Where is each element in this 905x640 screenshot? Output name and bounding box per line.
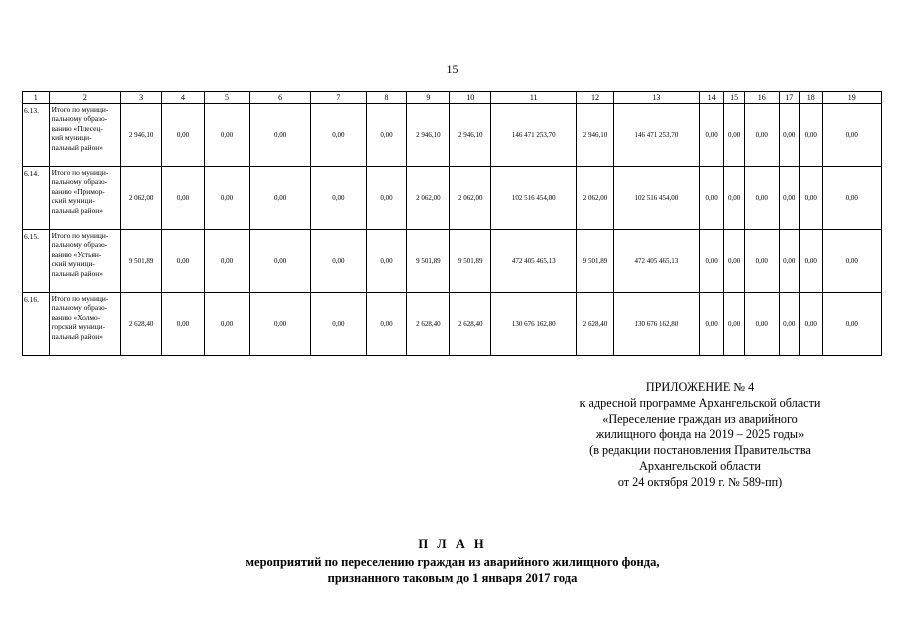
appendix-line: к адресной программе Архангельской области	[579, 395, 821, 410]
value-cell: 146 471 253,70	[613, 104, 699, 167]
value-cell: 0,00	[366, 293, 407, 356]
appendix-line: (в редакции постановления Правительства	[589, 443, 811, 458]
value-cell: 0,00	[311, 230, 366, 293]
value-cell: 0,00	[822, 104, 882, 167]
municipality-name-line: ванию «Примор-	[51, 186, 105, 196]
appendix-title: ПРИЛОЖЕНИЕ № 4	[645, 380, 755, 394]
value-cell: 0,00	[800, 293, 822, 356]
table-row	[23, 230, 882, 293]
appendix-line: от 24 октября 2019 г. № 589-пп)	[617, 474, 783, 489]
value-cell: 0,00	[779, 293, 799, 356]
value-cell: 0,00	[311, 167, 366, 230]
value-cell: 9 501,89	[577, 230, 614, 293]
municipality-name-line: пальный район»	[51, 205, 103, 215]
value-cell: 0,00	[699, 104, 724, 167]
value-cell: 0,00	[724, 293, 744, 356]
table-header-row	[23, 92, 882, 104]
value-cell: 2 062,00	[450, 167, 491, 230]
municipality-name-line: пальному образо-	[51, 303, 108, 313]
row-number: 6.16.	[23, 293, 50, 356]
value-cell: 0,00	[699, 167, 724, 230]
header-cell: 3	[121, 92, 162, 104]
value-cell: 2 062,00	[121, 167, 162, 230]
plan-subtitle-line: мероприятий по переселению граждан из аварийного жилищного фонда,	[245, 555, 660, 569]
municipality-name-line: ванию «Устьян-	[51, 249, 102, 259]
value-cell: 0,00	[204, 104, 249, 167]
value-cell: 2 946,10	[450, 104, 491, 167]
appendix-line: «Переселение граждан из аварийного	[602, 411, 798, 426]
header-cell: 7	[311, 92, 366, 104]
header-cell: 13	[613, 92, 699, 104]
header-cell: 8	[366, 92, 407, 104]
municipality-name-line: горский муници-	[51, 322, 106, 332]
municipality-name-line: Итого по муници-	[51, 168, 109, 177]
value-cell: 0,00	[249, 230, 310, 293]
value-cell: 0,00	[311, 293, 366, 356]
value-cell: 0,00	[366, 230, 407, 293]
header-cell: 9	[407, 92, 450, 104]
table-row	[23, 104, 882, 167]
header-cell: 14	[699, 92, 724, 104]
value-cell: 102 516 454,00	[613, 167, 699, 230]
value-cell: 0,00	[366, 167, 407, 230]
value-cell: 2 946,10	[577, 104, 614, 167]
plan-subtitle	[0, 554, 905, 586]
header-cell: 1	[23, 92, 50, 104]
value-cell: 0,00	[204, 167, 249, 230]
municipality-name-line: пальный район»	[51, 142, 103, 152]
value-cell: 0,00	[779, 167, 799, 230]
header-cell: 16	[744, 92, 779, 104]
municipality-name-line: ванию «Плесец-	[51, 123, 103, 133]
value-cell: 9 501,89	[450, 230, 491, 293]
municipality-name-line: Итого по муници-	[51, 105, 109, 114]
value-cell: 2 628,40	[577, 293, 614, 356]
value-cell: 472 405 465,13	[491, 230, 577, 293]
appendix-block	[520, 380, 880, 491]
municipality-name-line: ский муници-	[51, 259, 95, 269]
value-cell: 0,00	[800, 230, 822, 293]
header-cell: 17	[779, 92, 799, 104]
value-cell: 9 501,89	[121, 230, 162, 293]
header-cell: 6	[249, 92, 310, 104]
value-cell: 2 062,00	[407, 167, 450, 230]
value-cell: 0,00	[744, 167, 779, 230]
value-cell: 9 501,89	[407, 230, 450, 293]
value-cell: 0,00	[724, 104, 744, 167]
value-cell: 0,00	[249, 293, 310, 356]
header-cell: 11	[491, 92, 577, 104]
value-cell: 0,00	[162, 293, 205, 356]
municipality-name-line: ванию «Холмо-	[51, 312, 101, 322]
table-row	[23, 167, 882, 230]
page-number: 15	[446, 62, 459, 76]
value-cell: 0,00	[800, 104, 822, 167]
row-number: 6.13.	[23, 104, 50, 167]
table-row	[23, 293, 882, 356]
municipality-name	[49, 230, 121, 293]
header-cell: 5	[204, 92, 249, 104]
value-cell: 0,00	[699, 293, 724, 356]
row-number: 6.15.	[23, 230, 50, 293]
value-cell: 0,00	[822, 293, 882, 356]
value-cell: 2 062,00	[577, 167, 614, 230]
municipality-name	[49, 167, 121, 230]
value-cell: 0,00	[744, 104, 779, 167]
header-cell: 19	[822, 92, 882, 104]
municipality-name-line: пальному образо-	[51, 114, 108, 124]
value-cell: 0,00	[366, 104, 407, 167]
value-cell: 0,00	[249, 104, 310, 167]
header-cell: 12	[577, 92, 614, 104]
value-cell: 102 516 454,00	[491, 167, 577, 230]
value-cell: 472 405 465,13	[613, 230, 699, 293]
header-cell: 4	[162, 92, 205, 104]
municipality-name-line: Итого по муници-	[51, 231, 109, 240]
municipality-name	[49, 104, 121, 167]
value-cell: 0,00	[724, 230, 744, 293]
value-cell: 0,00	[724, 167, 744, 230]
value-cell: 0,00	[779, 230, 799, 293]
value-cell: 0,00	[744, 293, 779, 356]
value-cell: 2 628,40	[407, 293, 450, 356]
municipality-name-line: кий муници-	[51, 133, 92, 143]
municipality-name-line: ский муници-	[51, 196, 95, 206]
value-cell: 2 946,10	[121, 104, 162, 167]
value-cell: 0,00	[699, 230, 724, 293]
municipality-name-line: пальному образо-	[51, 177, 108, 187]
municipality-name-line: пальному образо-	[51, 240, 108, 250]
value-cell: 0,00	[162, 167, 205, 230]
value-cell: 0,00	[249, 167, 310, 230]
header-cell: 2	[49, 92, 121, 104]
plan-subtitle-line: признанного таковым до 1 января 2017 года	[327, 571, 578, 585]
header-cell: 15	[724, 92, 744, 104]
appendix-line: Архангельской области	[639, 458, 761, 473]
municipality-name-line: пальный район»	[51, 331, 103, 341]
value-cell: 130 676 162,80	[491, 293, 577, 356]
municipality-name-line: Итого по муници-	[51, 294, 109, 303]
value-cell: 0,00	[204, 293, 249, 356]
value-cell: 2 946,10	[407, 104, 450, 167]
appendix-line: жилищного фонда на 2019 – 2025 годы»	[595, 427, 805, 442]
value-cell: 0,00	[779, 104, 799, 167]
value-cell: 2 628,40	[121, 293, 162, 356]
value-cell: 0,00	[822, 230, 882, 293]
municipality-name	[49, 293, 121, 356]
value-cell: 0,00	[822, 167, 882, 230]
row-number: 6.14.	[23, 167, 50, 230]
resettlement-table	[22, 91, 882, 356]
header-cell: 10	[450, 92, 491, 104]
header-cell: 18	[800, 92, 822, 104]
value-cell: 130 676 162,80	[613, 293, 699, 356]
value-cell: 0,00	[162, 230, 205, 293]
value-cell: 2 628,40	[450, 293, 491, 356]
value-cell: 0,00	[311, 104, 366, 167]
municipality-name-line: пальный район»	[51, 268, 103, 278]
value-cell: 0,00	[800, 167, 822, 230]
value-cell: 0,00	[744, 230, 779, 293]
plan-title: П Л А Н	[418, 537, 487, 551]
value-cell: 0,00	[204, 230, 249, 293]
value-cell: 146 471 253,70	[491, 104, 577, 167]
value-cell: 0,00	[162, 104, 205, 167]
